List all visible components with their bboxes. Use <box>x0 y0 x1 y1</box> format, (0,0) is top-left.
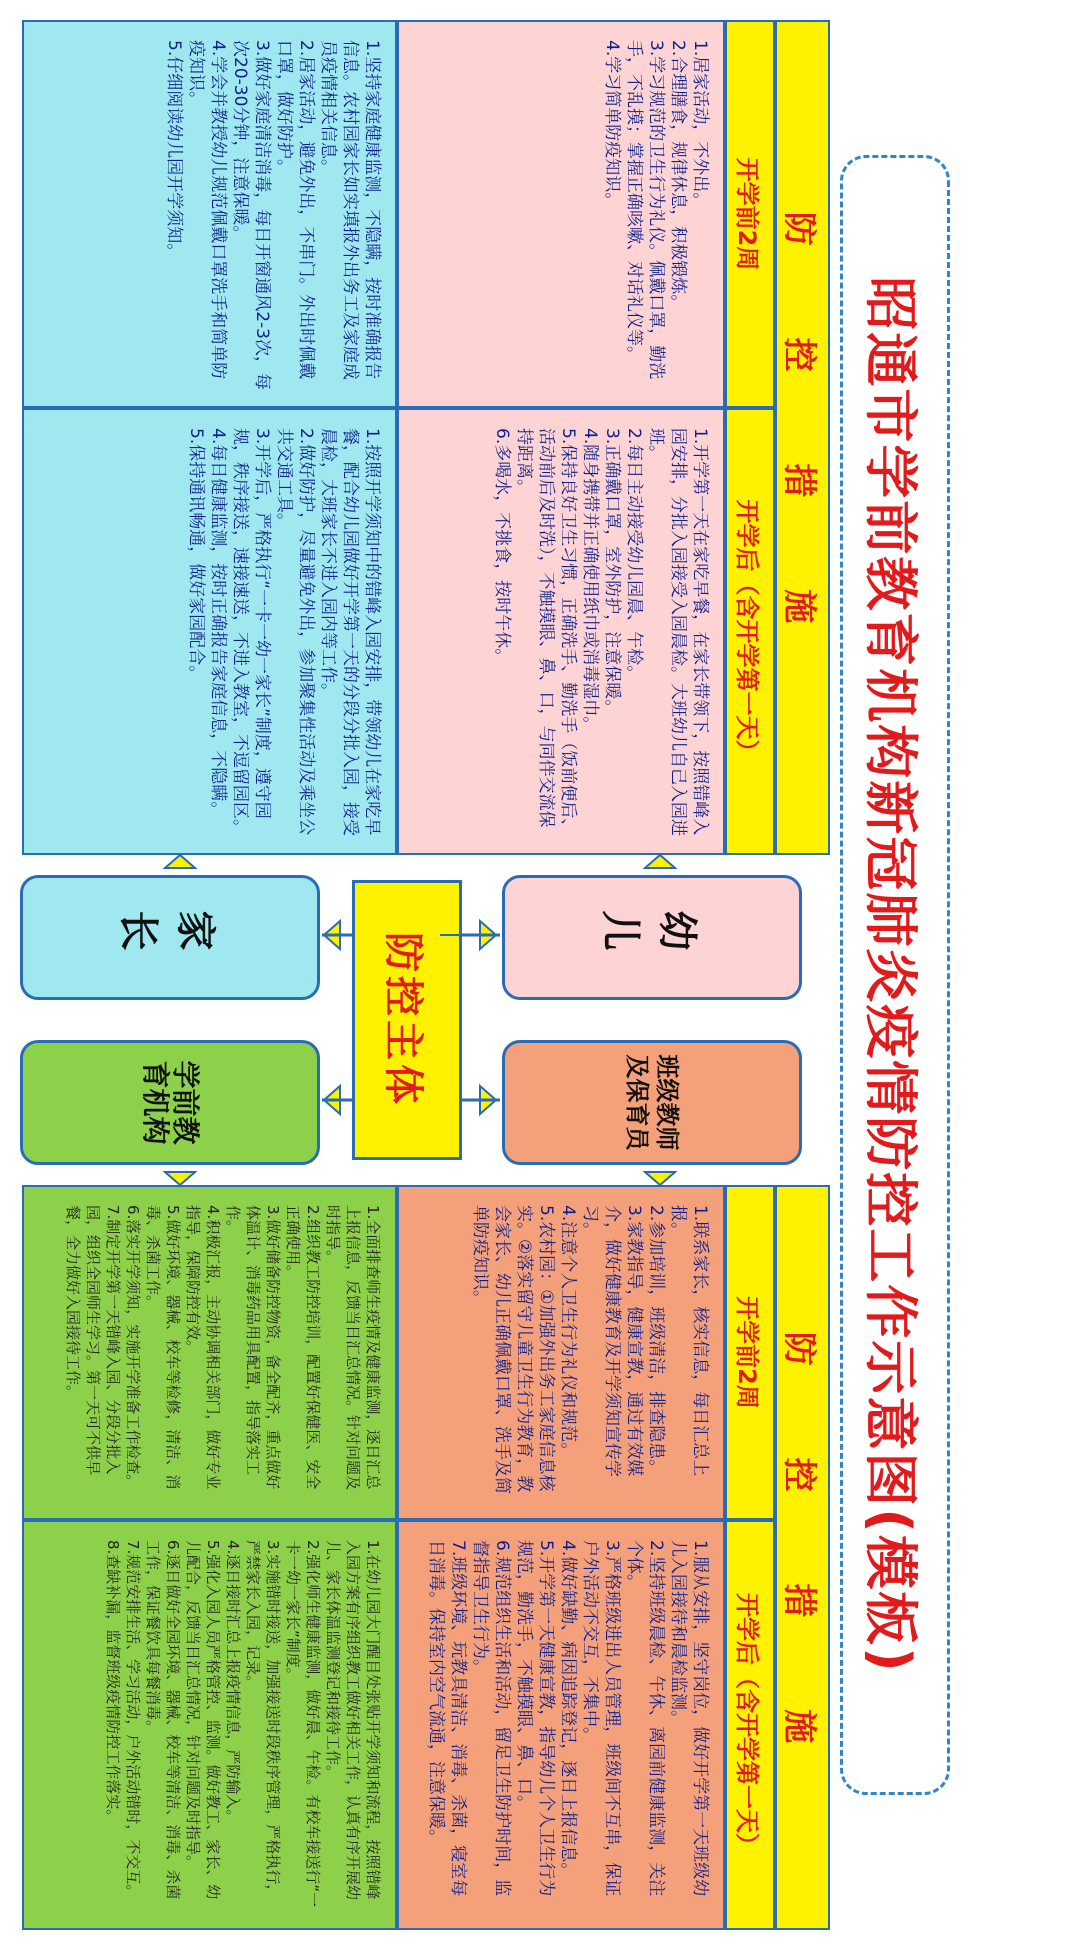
measure-item: 3.正确戴口罩，室外防护，注意保暖。 <box>602 428 622 717</box>
measure-item: 3.学习规范的卫生行为礼仪。佩戴口罩，勤洗手，不乱摸；掌握正确咳嗽、对话礼仪等。 <box>624 40 666 380</box>
measure-item: 5.开学第一天健康宣教，指导幼儿个人卫生行为规范，勤洗手，不触摸眼、鼻、口。 <box>514 1540 556 1897</box>
measure-item: 1.居家活动，不外出。 <box>690 40 710 210</box>
measure-item: 3.做好储备防控物资，备全配齐，重点做好体温计、消毒药品用具配置，指导落实工作。 <box>224 1205 282 1490</box>
measure-item: 1.坚持家庭健康监测，不隐瞒，按时准确报告信息。农村园家长如实填报外出务工及家庭成员疫情相关信息。 <box>318 40 382 380</box>
bottom-section-label <box>775 1185 830 1930</box>
measure-item: 3.实施错时接送，加强接送时段秩序管理，严格执行，严禁家长入园，记录。 <box>244 1540 282 1900</box>
measure-item: 4.注意个人卫生行为礼仪和规范。 <box>558 1205 578 1460</box>
institution-before-measures <box>22 1185 397 1520</box>
measure-item: 5.做好环境、器械、校车等检修，清洁、消毒、杀菌工作。 <box>144 1205 182 1490</box>
arrow-parent-top <box>165 855 195 868</box>
measure-item: 5.保持通讯畅通，做好家园配合。 <box>186 428 206 683</box>
measure-item: 5.仔细阅读幼儿园开学须知。 <box>164 40 184 261</box>
institution-after-measures <box>22 1520 397 1930</box>
measure-item: 6.落实开学须知，实施开学准备工作检查。 <box>124 1205 142 1490</box>
measure-item: 2.合理膳食，规律休息，积极锻炼。 <box>668 40 688 312</box>
measure-item: 1.联系家长，核实信息，每日汇总上报。 <box>668 1205 710 1477</box>
institution-before-list <box>63 1205 383 1502</box>
institution-after-list <box>103 1540 383 1912</box>
arrow-teacher-bottom <box>645 1172 675 1185</box>
measure-item: 3.家教指导，健康宣教，通过有效媒介，做好健康教育及开学须知宣传学习。 <box>580 1205 644 1477</box>
measure-item: 2.做好防护，尽量避免外出，参加聚集性活动及乘坐公共交通工具。 <box>274 428 316 836</box>
measure-item: 2.组织教工防控培训，配置好保健医、安全正确使用。 <box>284 1205 322 1490</box>
node-parent-text: 家 长 <box>115 910 218 965</box>
measure-item: 2.居家活动，避免外出，不串门。外出时佩戴口罩，做好防护。 <box>274 40 316 380</box>
measure-item: 6.多喝水，不挑食，按时午休。 <box>492 428 512 666</box>
measure-item: 4.学习简单防疫知识。 <box>602 40 622 210</box>
measure-item: 5.农村园：①加强外出务工家庭信息核实。②落实留守儿童卫生行为教育，教会家长、幼儿正确佩戴口罩、洗手及简单防疫知识。 <box>470 1205 556 1494</box>
node-child-text: 幼 儿 <box>597 910 700 965</box>
top-col-head-after-text: 开学后（含开学第一天） <box>733 499 762 764</box>
center-main-text: 防控主体 <box>380 932 427 1108</box>
bottom-col-head-before-text: 开学前2周 <box>733 1296 762 1409</box>
measure-item: 3.开学后，严格执行“一卡一幼一家长”制度，遵守园规，秩序接送，速接速送，不进入教室，不逗留园区。 <box>230 428 272 836</box>
page-title: 昭通市学前教育机构新冠肺炎疫情防控工作示意图(模板) <box>859 276 923 1674</box>
measure-item: 1.开学第一天在家吃早餐，在家长带领下，按照错峰入园安排，分批入园接受入园晨检。大班幼儿自己入园进班。 <box>646 428 710 836</box>
bottom-section-label-text: 防 控 措 施 <box>779 1331 819 1784</box>
measure-item: 7.班级环境、玩教具清洁、消毒、杀菌，寝室每日消毒。保持室内空气流通，注意保暖。 <box>426 1540 468 1897</box>
measure-item: 4.积极汇报，主动协调相关部门，做好专业指导，保障防控有效。 <box>184 1205 222 1490</box>
bottom-col-head-after <box>725 1520 775 1930</box>
measure-item: 6.逐日做好全园环境、器械、校车等清洁、消毒、杀菌工作，保证餐饮具每餐消毒。 <box>144 1540 182 1900</box>
measure-item: 2.参加培训，班级清洁，排查隐患。 <box>646 1205 666 1477</box>
measure-item: 2.强化师生健康监测，做好晨、午检。有校车接送行“一卡一幼一家长”制度。 <box>284 1540 322 1908</box>
bottom-col-head-after-text: 开学后（含开学第一天） <box>733 1593 762 1857</box>
top-col-head-before-text: 开学前2周 <box>733 157 762 271</box>
arrow-child-top <box>645 855 675 868</box>
measure-item: 3.严格班级进出人员管理，班级间不互串，保证户外活动不交互，不集中。 <box>580 1540 622 1897</box>
measure-item: 4.随身携带并正确使用纸巾或消毒湿巾。 <box>580 428 600 734</box>
measure-item: 6.规范组织生活和活动，留足卫生防护时间，监督指导卫生行为。 <box>470 1540 512 1897</box>
bottom-col-head-before <box>725 1185 775 1520</box>
measure-item: 7.规范安排生活、学习活动，户外活动错时，不交互。 <box>124 1540 142 1900</box>
measure-item: 2.每日主动接受幼儿园晨、午检。 <box>624 428 644 683</box>
teacher-after-measures <box>397 1520 725 1930</box>
node-teacher-text: 班级教师及保育员 <box>623 1054 681 1151</box>
teacher-before-list <box>469 1205 711 1502</box>
arrow-institution-bottom <box>165 1172 195 1185</box>
node-institution-text: 学前教育机构 <box>139 1060 202 1145</box>
measure-item: 4.每日健康监测，按时正确报告家庭信息，不隐瞒。 <box>208 428 228 819</box>
measure-item: 4.学会并教授幼儿规范佩戴口罩洗手和简单防疫知识。 <box>186 40 228 380</box>
measure-item: 4.做好缺勤、病因追踪登记，逐日上报信息。 <box>558 1540 578 1880</box>
measure-item: 1.在幼儿园大门醒目处张贴开学须知和流程，按照错峰入园方案有序组织教工做好相关工作，认真有序开展幼儿、家长体温监测登记和接待工作。 <box>324 1540 382 1901</box>
measure-item: 4.逐日接时汇总上报疫情信息，严防输入。 <box>224 1540 242 1825</box>
measure-item: 7.制定开学第一天错峰入园、分段分批入园，组织全园师生学习。第一天可不供早餐，全力做好入园接待工作。 <box>64 1205 122 1476</box>
teacher-after-list <box>425 1540 711 1912</box>
measure-item: 8.查缺补漏，监督班级疫情防控工作落实。 <box>104 1540 122 1825</box>
top-section-label-text: 防 控 措 施 <box>779 211 819 664</box>
measure-item: 5.强化入园人员严格管控、监测。做好教工、家长、幼儿配合，反馈当日汇总情况，针对问题及时指导。 <box>184 1540 222 1900</box>
teacher-before-measures <box>397 1185 725 1520</box>
measure-item: 1.按照开学须知中的错峰入园安排，带领幼儿在家吃早餐，配合幼儿园做好开学第一天的分段分批入园，接受晨检，大班家长不进入园内等工作。 <box>318 428 382 836</box>
measure-item: 3.做好家庭清洁消毒，每日开窗通风2-3次，每次20-30分钟，注意保暖。 <box>230 40 272 390</box>
measure-item: 1.服从安排，坚守岗位，做好开学第一天班级幼儿入园接待和晨检监测。 <box>668 1540 710 1897</box>
measure-item: 1.全面排查师生疫情及健康监测，逐日汇总上报信息，反馈当日汇总情况。针对问题及时指导。 <box>324 1205 382 1491</box>
measure-item: 5.保持良好卫生习惯，正确洗手、勤洗手（饭前便后、活动前后及时洗），不触摸眼、鼻、口，与同伴交流保持距离。 <box>514 428 578 836</box>
measure-item: 2.坚持班级晨检、午休、离园前健康监测，关注个体。 <box>624 1540 666 1897</box>
